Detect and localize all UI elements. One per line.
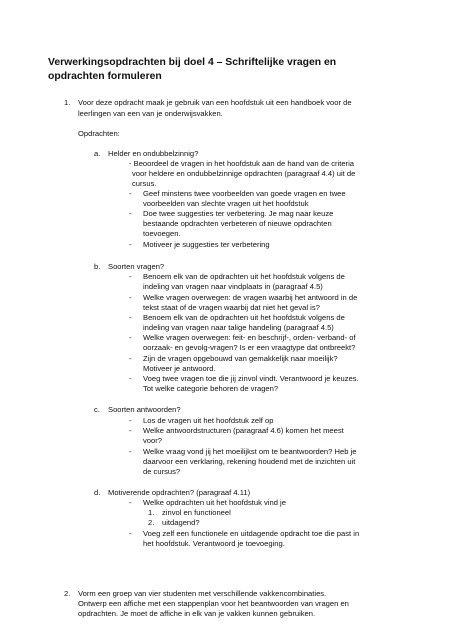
q1c-bullet-2-line-1: Welke antwoordstructuren (paragraaf 4.6) komen het meest <box>143 426 344 435</box>
q1c-bullet-3-line-2: daarvoor een verklaring, rekening houdend met de inzichten uit <box>143 457 356 466</box>
q1b-bullet-3-line-1: Benoem elk van de opdrachten uit het hoofdstuk volgens de <box>143 313 345 322</box>
title-line-1: Verwerkingsopdrachten bij doel 4 – Schriftelijke vragen en <box>48 57 337 68</box>
q1a-bullet-1-line-1: Geef minstens twee voorbeelden van goede vragen en twee <box>143 189 346 198</box>
q1a-bullet-3-dash: - <box>129 240 132 249</box>
q1b-bullet-4-line-1: Welke vragen overwegen: feit- en beschrijf-, orden- verband- of <box>143 333 356 342</box>
q1d-bullet-2-line-2: het hoofdstuk. Verantwoord je toevoeging. <box>143 539 285 548</box>
q1a-bullet-3-line-1: Motiveer je suggesties ter verbetering <box>143 240 270 249</box>
q1a-letter: a. <box>94 149 101 158</box>
q1b-heading: Soorten vragen? <box>108 262 165 271</box>
q1b-bullet-1-line-1: Benoem elk van de opdrachten uit het hoofdstuk volgens de <box>143 272 345 281</box>
q1a-bullet-1-dash: - <box>129 189 132 198</box>
q1a-heading: Helder en ondubbelzinnig? <box>108 149 199 158</box>
q1a-line-1: - Beoordeel de vragen in het hoofdstuk aan de hand van de criteria <box>129 159 355 168</box>
q1b-bullet-3-dash: - <box>129 313 132 322</box>
q1c-letter: c. <box>94 405 100 414</box>
q1b-bullet-4-line-2: oorzaak- en gevolg-vragen? Is er een vraagtype dat ontbreekt? <box>143 343 356 352</box>
q1d-bullet-1-dash: - <box>129 498 132 507</box>
q1b-bullet-6-line-2: Tot welke categorie behoren de vragen? <box>143 384 279 393</box>
q1d-bullet-2-line-1: Voeg zelf een functionele en uitdagende opdracht toe die past in <box>143 529 360 538</box>
q1b-bullet-2-dash: - <box>129 293 132 302</box>
q1d-bullet-2-dash: - <box>129 529 132 538</box>
q1b-bullet-6-dash: - <box>129 374 132 383</box>
q1d-num-2: 2. <box>148 518 155 527</box>
q1b-bullet-3-line-2: indeling van vragen naar talige handeling (paragraaf 4.5) <box>143 323 334 332</box>
q1a-bullet-2-dash: - <box>129 209 132 218</box>
q1c-heading: Soorten antwoorden? <box>108 405 181 414</box>
q2-number: 2. <box>64 589 71 598</box>
q1b-bullet-1-line-2: indeling van vragen naar vindplaats in (paragraaf 4.5) <box>143 282 323 291</box>
q1d-num-2-text: uitdagend? <box>162 518 200 527</box>
q1a-line-2: voor heldere en ondubbelzinnige opdrachten (paragraaf 4.4) uit de <box>132 169 356 178</box>
q1c-bullet-3-line-3: de cursus? <box>143 467 181 476</box>
q1d-letter: d. <box>94 488 101 497</box>
q1b-bullet-5-line-1: Zijn de vragen opgebouwd van gemakkelijk naar moeilijk? <box>143 354 338 363</box>
q1b-bullet-5-line-2: Motiveer je antwoord. <box>143 364 216 373</box>
q1a-bullet-2-line-2: bestaande opdrachten verbeteren of nieuwe opdrachten <box>143 219 332 228</box>
q1b-bullet-5-dash: - <box>129 354 132 363</box>
q1b-letter: b. <box>94 262 101 271</box>
title-line-2: opdrachten formuleren <box>48 71 162 82</box>
q1c-bullet-1-dash: - <box>129 416 132 425</box>
q1c-bullet-3-dash: - <box>129 447 132 456</box>
q1a-bullet-1-line-2: voorbeelden van slechte vragen uit het hoofdstuk <box>143 199 309 208</box>
q1-opdrachten-label: Opdrachten: <box>78 129 120 138</box>
q1b-bullet-2-line-2: tekst staat of de vragen waarbij dat niet het geval is? <box>143 303 320 312</box>
q1d-heading: Motiverende opdrachten? (paragraaf 4.11) <box>108 488 251 497</box>
q1-line-1: Voor deze opdracht maak je gebruik van een hoofdstuk uit een handboek voor de <box>78 98 352 107</box>
q2-line-2: Ontwerp een affiche met een stappenplan voor het beantwoorden van vragen en <box>78 599 349 608</box>
q1c-bullet-2-line-2: voor? <box>143 436 162 445</box>
q1c-bullet-1-line-1: Los de vragen uit het hoofdstuk zelf op <box>143 416 274 425</box>
q1a-bullet-2-line-1: Doe twee suggesties ter verbetering. Je mag naar keuze <box>143 209 334 218</box>
q1a-line-3: cursus. <box>132 179 157 188</box>
q1b-bullet-1-dash: - <box>129 272 132 281</box>
q1-line-2: leerlingen van een van je onderwijsvakken. <box>78 109 223 118</box>
page-title <box>48 56 418 84</box>
q1b-bullet-2-line-1: Welke vragen overwegen: de vragen waarbij het antwoord in de <box>143 293 358 302</box>
q1a-bullet-2-line-3: toevoegen. <box>143 229 181 238</box>
q2-line-1: Vorm een groep van vier studenten met verschillende vakkencombinaties. <box>78 589 327 598</box>
q1d-num-1-text: zinvol en functioneel <box>162 508 231 517</box>
q1b-bullet-6-line-1: Voeg twee vragen toe die jij zinvol vindt. Verantwoord je keuzes. <box>143 374 359 383</box>
q1c-bullet-2-dash: - <box>129 426 132 435</box>
q1b-bullet-4-dash: - <box>129 333 132 342</box>
q1-number: 1. <box>64 98 71 107</box>
q2-line-3: opdrachten. Je moet de affiche in elk van je vakken kunnen gebruiken. <box>78 609 316 618</box>
q1d-num-1: 1. <box>148 508 155 517</box>
q1d-bullet-1-line-1: Welke opdrachten uit het hoofdstuk vind je <box>143 498 286 507</box>
q1c-bullet-3-line-1: Welke vraag vond jij het moeilijkst om te beantwoorden? Heb je <box>143 447 357 456</box>
